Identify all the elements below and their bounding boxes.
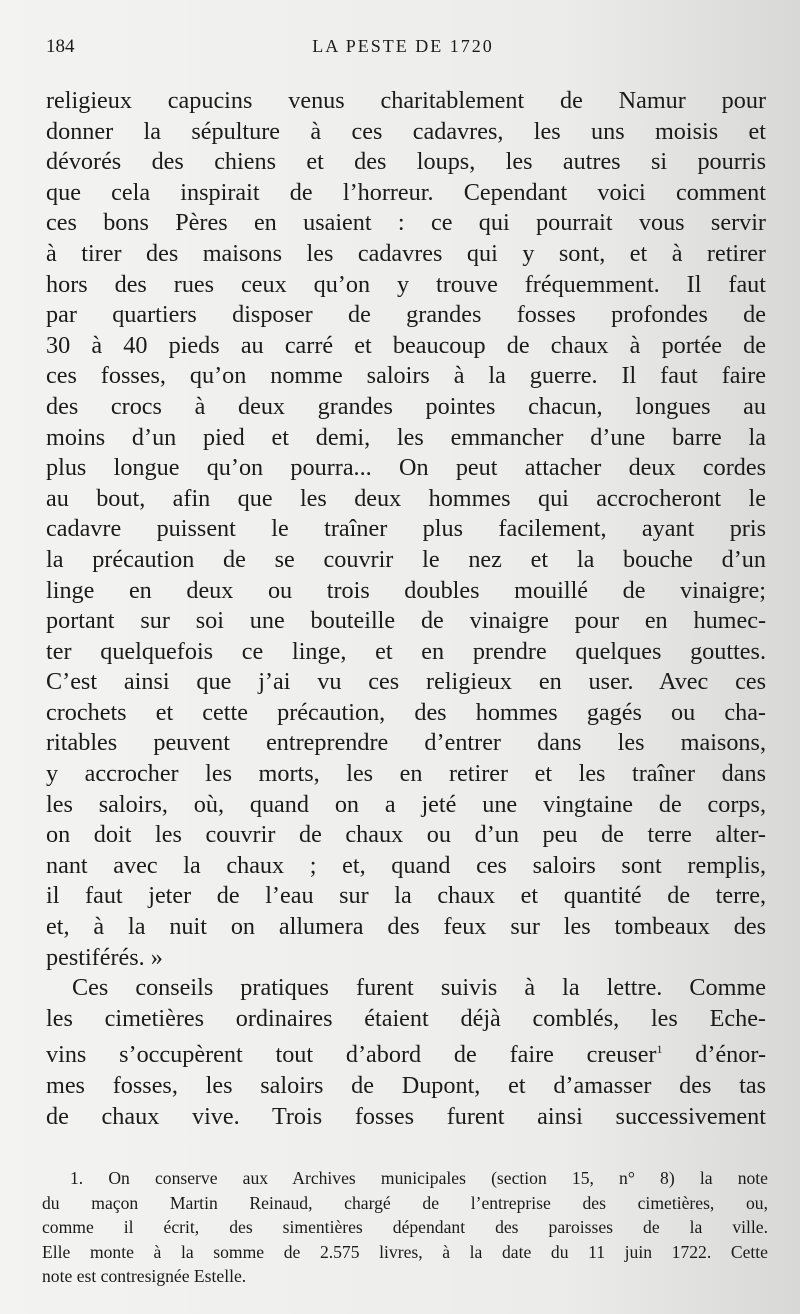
text-line: de chaux vive. Trois fosses furent ainsi successivement <box>46 1102 766 1130</box>
text-line: linge en deux ou trois doubles mouillé de vinaigre; <box>46 576 766 604</box>
text-line: cadavre puissent le traîner plus facilement, ayant pris <box>46 515 766 543</box>
text-line: au bout, afin que les deux hommes qui accrocheront le <box>46 484 766 512</box>
text-line: par quartiers disposer de grandes fosses profondes de <box>46 301 766 329</box>
text-line-with-footnote <box>46 1034 766 1071</box>
running-title: LA PESTE DE 1720 <box>312 36 494 56</box>
footnote-reference: 1 <box>656 1042 663 1057</box>
footnote-line: comme il écrit, des simentières dépendant des paroisses de la ville. <box>42 1217 768 1237</box>
text-line: des crocs à deux grandes pointes chacun, longues au <box>46 392 766 420</box>
text-line: moins d’un pied et demi, les emmancher d’une barre la <box>46 423 766 451</box>
text-line: ces bons Pères en usaient : ce qui pourrait vous servir <box>46 209 766 237</box>
text-segment: vins s’occupèrent tout d’abord de faire creuser <box>46 1041 657 1069</box>
footnote-line: du maçon Martin Reinaud, chargé de l’entreprise des cimetières, ou, <box>42 1192 768 1213</box>
page-number: 184 <box>46 36 75 57</box>
text-line: la précaution de se couvrir le nez et la bouche d’un <box>46 545 766 573</box>
text-line: il faut jeter de l’eau sur la chaux et quantité de terre, <box>46 882 766 910</box>
text-line: hors des rues ceux qu’on y trouve fréquemment. Il faut <box>46 270 766 298</box>
body-text <box>46 86 766 1132</box>
text-line: Ces conseils pratiques furent suivis à la lettre. Comme <box>72 974 766 1002</box>
text-line: mes fosses, les saloirs de Dupont, et d’amasser des tas <box>46 1072 766 1100</box>
text-line: ces fosses, qu’on nomme saloirs à la guerre. Il faut faire <box>46 362 766 390</box>
text-line: on doit les couvrir de chaux ou d’un peu de terre alter- <box>46 821 766 849</box>
text-line: plus longue qu’on pourra... On peut attacher deux cordes <box>46 454 766 482</box>
page-header <box>46 36 760 62</box>
text-line: les cimetières ordinaires étaient déjà comblés, les Eche- <box>46 1004 766 1032</box>
text-line: ter quelquefois ce linge, et en prendre quelques gouttes. <box>46 637 766 665</box>
text-line: C’est ainsi que j’ai vu ces religieux en user. Avec ces <box>46 668 766 696</box>
footnote-line: Elle monte à la somme de 2.575 livres, à la date du 11 juin 1722. Cette <box>42 1241 768 1262</box>
text-line: 30 à 40 pieds au carré et beaucoup de chaux à portée de <box>46 331 766 359</box>
footnote-line: note est contresignée Estelle. <box>42 1266 247 1286</box>
text-line: portant sur soi une bouteille de vinaigre pour en humec- <box>46 607 766 635</box>
text-line: religieux capucins venus charitablement de Namur pour <box>46 87 766 114</box>
text-line: crochets et cette précaution, des hommes gagés ou cha- <box>46 698 766 726</box>
text-line: et, à la nuit on allumera des feux sur les tombeaux des <box>46 913 766 941</box>
text-line: y accrocher les morts, les en retirer et les traîner dans <box>46 760 766 788</box>
text-line: les saloirs, où, quand on a jeté une vingtaine de corps, <box>46 790 766 818</box>
text-line: dévorés des chiens et des loups, les autres si pourris <box>46 148 766 176</box>
footnote-line: 1. On conserve aux Archives municipales (section 15, n° 8) la note <box>70 1168 768 1188</box>
text-line: donner la sépulture à ces cadavres, les uns moisis et <box>46 117 766 145</box>
text-line: pestiférés. » <box>46 943 163 971</box>
footnotes <box>42 1166 768 1289</box>
text-segment: d’énor- <box>662 1041 766 1069</box>
text-line: que cela inspirait de l’horreur. Cependant voici comment <box>46 178 766 206</box>
text-line: nant avec la chaux ; et, quand ces saloirs sont remplis, <box>46 851 766 879</box>
text-line: à tirer des maisons les cadavres qui y sont, et à retirer <box>46 239 766 267</box>
text-line: ritables peuvent entreprendre d’entrer dans les maisons, <box>46 729 766 757</box>
